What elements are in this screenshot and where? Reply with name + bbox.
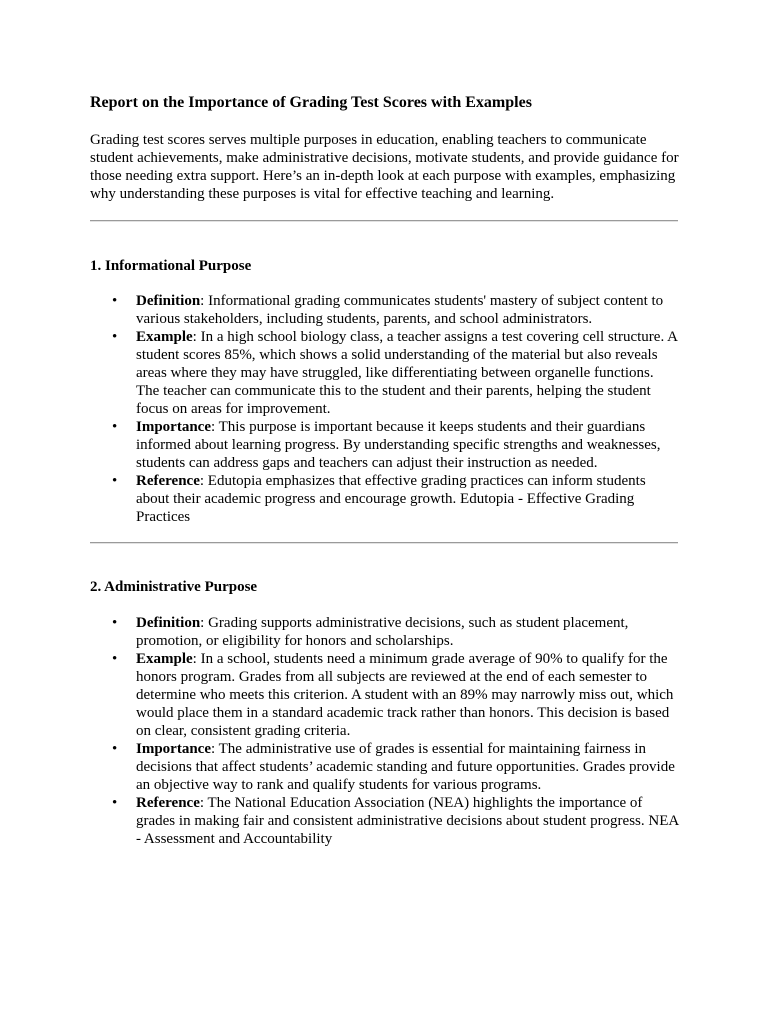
list-item xyxy=(90,650,680,740)
list-item xyxy=(90,794,680,848)
section-heading-administrative: 2. Administrative Purpose xyxy=(90,579,258,595)
bullet-text: : Informational grading communicates students' mastery of subject content to various stakeholders, including students, parents, and school administrators. xyxy=(136,293,664,327)
list-item xyxy=(90,740,680,794)
bullet-icon: • xyxy=(112,615,118,631)
list-item xyxy=(90,292,680,328)
bullet-icon: • xyxy=(112,651,118,667)
section-divider xyxy=(90,542,678,544)
list-item xyxy=(90,328,680,418)
bullet-label: Example xyxy=(136,651,193,667)
bullet-text: : Edutopia emphasizes that effective grading practices can inform students about their academic progress and encourage growth. Edutopia - Effective Grading Practices xyxy=(136,473,646,525)
bullet-text: : Grading supports administrative decisions, such as student placement, promotion, or eligibility for honors and scholarships. xyxy=(136,615,629,649)
bullet-icon: • xyxy=(112,473,118,489)
bullet-icon: • xyxy=(112,293,118,309)
bullet-icon: • xyxy=(112,795,118,811)
list-item xyxy=(90,614,680,650)
intro-paragraph: Grading test scores serves multiple purposes in education, enabling teachers to communicate student achievements, make administrative decisions, motivate students, and provide guidance for those needing extra support. Here’s an in-depth look at each purpose with examples, emphasizing why understanding these purposes is vital for effective teaching and learning. xyxy=(90,132,679,202)
bullet-label: Reference xyxy=(136,473,200,489)
bullet-text: : The National Education Association (NEA) highlights the importance of grades in making fair and consistent administrative decisions about student progress. NEA - Assessment and Accountability xyxy=(136,795,679,847)
informational-bullet-list xyxy=(90,292,680,526)
list-item xyxy=(90,418,680,472)
bullet-label: Definition xyxy=(136,615,201,631)
section-divider xyxy=(90,220,678,222)
bullet-text: : This purpose is important because it keeps students and their guardians informed about learning progress. By understanding specific strengths and weaknesses, students can address gaps and teachers can adjust their instruction as needed. xyxy=(136,419,661,471)
bullet-label: Definition xyxy=(136,293,201,309)
bullet-label: Importance xyxy=(136,419,211,435)
section-heading-informational: 1. Informational Purpose xyxy=(90,258,252,274)
bullet-label: Reference xyxy=(136,795,200,811)
bullet-label: Importance xyxy=(136,741,211,757)
bullet-icon: • xyxy=(112,329,118,345)
administrative-bullet-list xyxy=(90,614,680,848)
list-item xyxy=(90,472,680,526)
bullet-icon: • xyxy=(112,419,118,435)
bullet-label: Example xyxy=(136,329,193,345)
bullet-icon: • xyxy=(112,741,118,757)
page-title: Report on the Importance of Grading Test Scores with Examples xyxy=(90,94,532,111)
bullet-text: : In a high school biology class, a teacher assigns a test covering cell structure. A student scores 85%, which shows a solid understanding of the material but also reveals areas where they may have struggled, like differentiating between organelle functions. The teacher can communicate this to the student and their parents, helping the student focus on areas for improvement. xyxy=(136,329,678,417)
bullet-text: : In a school, students need a minimum grade average of 90% to qualify for the honors program. Grades from all subjects are reviewed at the end of each semester to determine who meets this criterion. A student with an 89% may narrowly miss out, which would place them in a standard academic track rather than honors. This decision is based on clear, consistent grading criteria. xyxy=(136,651,674,739)
bullet-text: : The administrative use of grades is essential for maintaining fairness in decisions that affect students’ academic standing and future opportunities. Grades provide an objective way to rank and qualify students for various programs. xyxy=(136,741,675,793)
